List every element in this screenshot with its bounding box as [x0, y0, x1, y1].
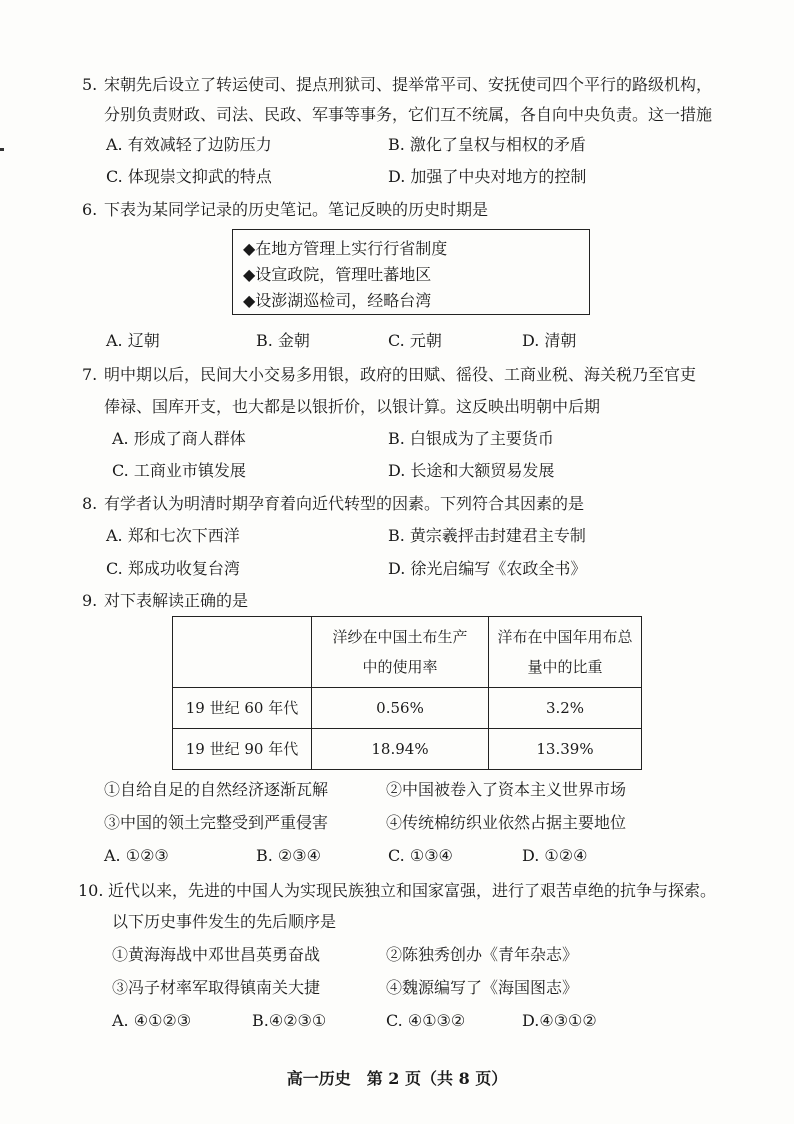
q7-stem-1: 明中期以后，民间大小交易多用银，政府的田赋、徭役、工商业税、海关税乃至官吏 — [104, 365, 697, 384]
page-footer: 高一历史 第 2 页（共 8 页） — [286, 1069, 508, 1088]
q10-option-a: A. ④①②③ — [112, 1011, 192, 1030]
table-row — [173, 729, 642, 770]
q6-option-c: C. 元朝 — [388, 331, 442, 350]
q7-option-b: B. 白银成为了主要货币 — [388, 429, 554, 448]
q8-option-d: D. 徐光启编写《农政全书》 — [388, 559, 587, 578]
q9-line1 — [82, 590, 248, 612]
table-cell: 0.56% — [312, 688, 489, 729]
q7-line1 — [82, 364, 696, 386]
q7-option-a: A. 形成了商人群体 — [112, 429, 246, 448]
table-header-row — [173, 617, 642, 688]
table-header-cell — [312, 617, 489, 688]
q6-stem: 下表为某同学记录的历史笔记。笔记反映的历史时期是 — [104, 200, 489, 219]
q9-statement-3: ③中国的领土完整受到严重侵害 — [104, 813, 329, 832]
q5-stem-1: 宋朝先后设立了转运使司、提点刑狱司、提举常平司、安抚使司四个平行的路级机构， — [104, 75, 713, 94]
q5-line1 — [82, 74, 712, 96]
q10-option-d: D.④③①② — [522, 1011, 597, 1030]
q5-option-c: C. 体现崇文抑武的特点 — [106, 167, 272, 186]
q8-stem: 有学者认为明清时期孕育着向近代转型的因素。下列符合其因素的是 — [104, 494, 585, 513]
q9-option-a: A. ①②③ — [104, 846, 169, 865]
q7-number: 7. — [82, 365, 98, 384]
q7-line2: 俸禄、国库开支，也大都是以银折价，以银计算。这反映出明朝中后期 — [104, 397, 601, 416]
q6-option-d: D. 清朝 — [522, 331, 577, 350]
q5-option-d: D. 加强了中央对地方的控制 — [388, 167, 587, 186]
table-cell: 19 世纪 90 年代 — [173, 729, 312, 770]
q8-option-a: A. 郑和七次下西洋 — [106, 526, 240, 545]
q5-number: 5. — [82, 75, 98, 94]
q5-option-a: A. 有效减轻了边防压力 — [106, 135, 272, 154]
table-cell: 18.94% — [312, 729, 489, 770]
table-cell: 3.2% — [489, 688, 642, 729]
q6-option-a: A. 辽朝 — [106, 331, 160, 350]
q6-notes-box — [232, 229, 590, 315]
q9-statement-2: ②中国被卷入了资本主义世界市场 — [386, 780, 627, 799]
q9-option-d: D. ①②④ — [522, 846, 588, 865]
q7-option-d: D. 长途和大额贸易发展 — [388, 461, 555, 480]
q10-statement-3: ③冯子材率军取得镇南关大捷 — [112, 978, 321, 997]
table-header-cell — [489, 617, 642, 688]
q8-line1 — [82, 493, 584, 515]
q9-statement-4: ④传统棉纺织业依然占据主要地位 — [386, 813, 627, 832]
q9-option-b: B. ②③④ — [256, 846, 321, 865]
q9-stem: 对下表解读正确的是 — [104, 591, 249, 610]
q10-statement-1: ①黄海海战中邓世昌英勇奋战 — [112, 945, 321, 964]
table-cell: 19 世纪 60 年代 — [173, 688, 312, 729]
edge-mark — [0, 148, 4, 151]
table-header-blank — [173, 617, 312, 688]
q6-note: ◆在地方管理上实行行省制度 — [243, 239, 448, 258]
q6-note: ◆设澎湖巡检司，经略台湾 — [243, 291, 432, 310]
q10-option-c: C. ④①③② — [386, 1011, 466, 1030]
q9-table — [172, 616, 642, 770]
q8-option-c: C. 郑成功收复台湾 — [106, 559, 240, 578]
table-cell: 13.39% — [489, 729, 642, 770]
header-line: 中的使用率 — [362, 658, 438, 676]
q9-number: 9. — [82, 591, 98, 610]
q9-statement-1: ①自给自足的自然经济逐渐瓦解 — [104, 780, 329, 799]
table-row — [173, 688, 642, 729]
q10-number: 10. — [78, 881, 104, 900]
q8-number: 8. — [82, 494, 98, 513]
q5-line2: 分别负责财政、司法、民政、军事等事务，它们互不统属，各自向中央负责。这一措施 — [104, 105, 713, 124]
q8-option-b: B. 黄宗羲抨击封建君主专制 — [388, 526, 586, 545]
header-line: 洋布在中国年用布总 — [497, 628, 633, 646]
q10-line2: 以下历史事件发生的先后顺序是 — [112, 912, 337, 931]
header-line: 量中的比重 — [527, 658, 603, 676]
q9-option-c: C. ①③④ — [388, 846, 453, 865]
q10-stem-1: 近代以来，先进的中国人为实现民族独立和国家富强，进行了艰苦卓绝的抗争与探索。 — [108, 881, 717, 900]
q6-line1 — [82, 199, 488, 221]
q10-statement-4: ④魏源编写了《海国图志》 — [386, 978, 579, 997]
q6-note: ◆设宣政院，管理吐蕃地区 — [243, 265, 432, 284]
q5-option-b: B. 激化了皇权与相权的矛盾 — [388, 135, 586, 154]
q7-option-c: C. 工商业市镇发展 — [112, 461, 246, 480]
q10-statement-2: ②陈独秀创办《青年杂志》 — [386, 945, 579, 964]
q10-option-b: B.④②③① — [252, 1011, 327, 1030]
header-line: 洋纱在中国土布生产 — [332, 628, 468, 646]
q6-number: 6. — [82, 200, 98, 219]
q6-option-b: B. 金朝 — [256, 331, 310, 350]
q10-line1 — [78, 880, 716, 902]
